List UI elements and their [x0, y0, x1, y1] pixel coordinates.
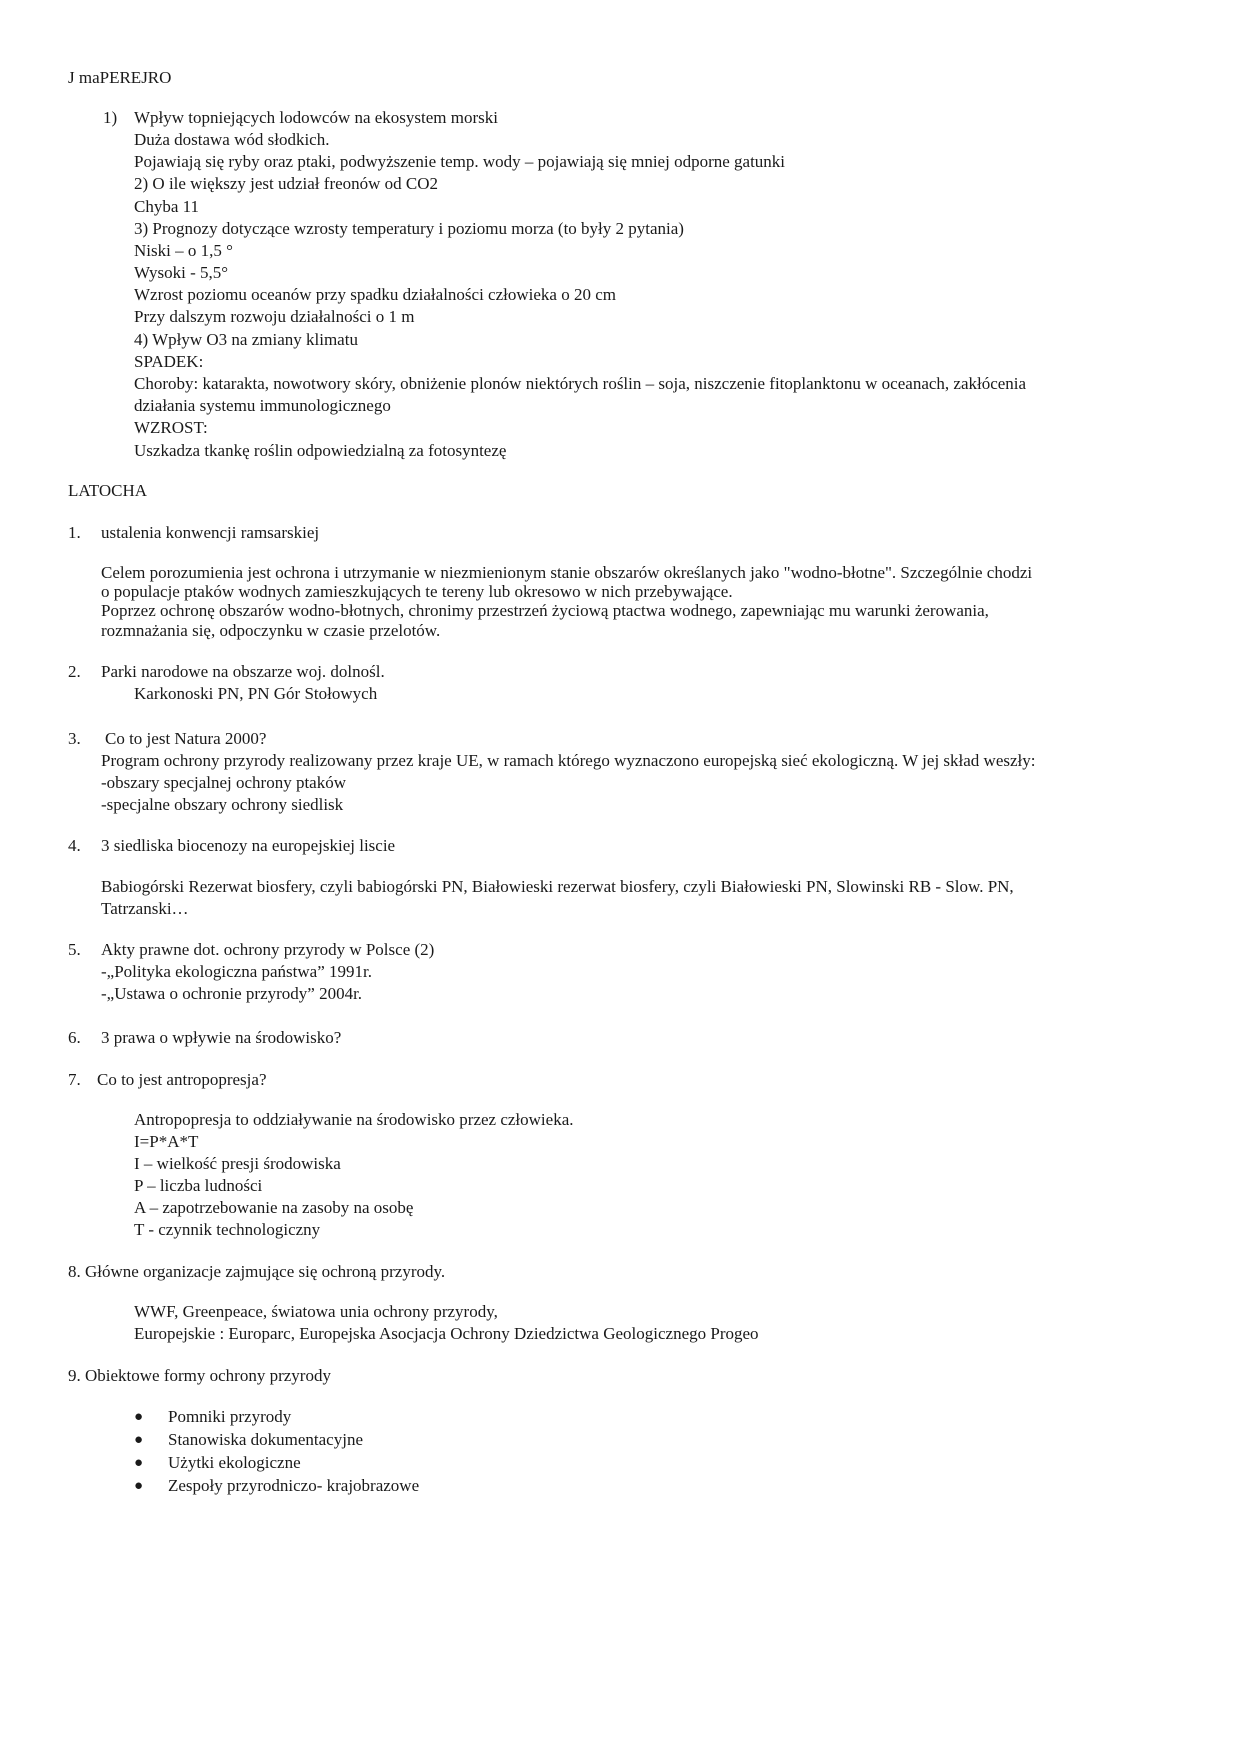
list-item: Zespoły przyrodniczo- krajobrazowe: [168, 1476, 420, 1495]
question-title: 9. Obiektowe formy ochrony przyrody: [68, 1366, 331, 1385]
answer-line: I=P*A*T: [134, 1132, 199, 1151]
text-line: Przy dalszym rozwoju działalności o 1 m: [134, 307, 415, 326]
question-title: 8. Główne organizacje zajmujące się ochroną przyrody.: [68, 1262, 446, 1281]
question-title: Co to jest antropopresja?: [97, 1070, 267, 1089]
answer-line: Babiogórski Rezerwat biosfery, czyli babiogórski PN, Białowieski rezerwat biosfery, czyli Białowieski PN, Slowinski RB - Slow. PN,: [101, 877, 1014, 896]
answer-line: Program ochrony przyrody realizowany przez kraje UE, w ramach którego wyznaczono europejską sieć ekologiczną. W jej skład weszły:: [101, 751, 1036, 770]
list-item: Pomniki przyrody: [168, 1407, 292, 1426]
text-line: Choroby: katarakta, nowotwory skóry, obniżenie plonów niektórych roślin – soja, niszczenie fitoplanktonu w oceanach, zakłócenia: [134, 374, 1027, 393]
answer-line: Karkonoski PN, PN Gór Stołowych: [134, 684, 378, 703]
answer-line: -obszary specjalnej ochrony ptaków: [101, 773, 346, 792]
text-line: WZROST:: [134, 418, 208, 437]
answer-line: T - czynnik technologiczny: [134, 1220, 321, 1239]
bullet-icon: ●: [134, 1432, 144, 1448]
answer-line: -specjalne obszary ochrony siedlisk: [101, 795, 344, 814]
question-number: 4.: [68, 836, 81, 855]
answer-line: -„Polityka ekologiczna państwa” 1991r.: [101, 962, 372, 981]
text-line: działania systemu immunologicznego: [134, 396, 391, 415]
text-line: Wzrost poziomu oceanów przy spadku działalności człowieka o 20 cm: [134, 285, 616, 304]
text-line: Duża dostawa wód słodkich.: [134, 130, 330, 149]
question-number: 3.: [68, 729, 81, 748]
section-heading-latocha: LATOCHA: [68, 481, 148, 500]
bullet-icon: ●: [134, 1478, 144, 1494]
answer-line: I – wielkość presji środowiska: [134, 1154, 341, 1173]
answer-line: Celem porozumienia jest ochrona i utrzymanie w niezmienionym stanie obszarów określanych jako "wodno-błotne". Szczególnie chodzi: [101, 563, 1033, 582]
answer-line: -„Ustawa o ochronie przyrody” 2004r.: [101, 984, 363, 1003]
answer-line: o populacje ptaków wodnych zamieszkujących te tereny lub okresowo w nich przebywające.: [101, 582, 733, 601]
question-title: 3 siedliska biocenozy na europejskiej liscie: [101, 836, 396, 855]
text-line: Uszkadza tkankę roślin odpowiedzialną za fotosyntezę: [134, 441, 507, 460]
text-line: SPADEK:: [134, 352, 204, 371]
answer-line: Poprzez ochronę obszarów wodno-błotnych, chronimy przestrzeń życiową ptactwa wodnego, zapewniając mu warunki żerowania,: [101, 601, 989, 620]
item-number: 1): [103, 108, 118, 127]
text-line: 4) Wpływ O3 na zmiany klimatu: [134, 330, 358, 349]
bullet-icon: ●: [134, 1455, 144, 1471]
text-line: Pojawiają się ryby oraz ptaki, podwyższenie temp. wody – pojawiają się mniej odporne gatunki: [134, 152, 786, 171]
question-number: 5.: [68, 940, 81, 959]
question-number: 2.: [68, 662, 81, 681]
answer-line: Tatrzanski…: [101, 899, 189, 918]
question-number: 1.: [68, 523, 81, 542]
question-title: 3 prawa o wpływie na środowisko?: [101, 1028, 342, 1047]
text-line: Wpływ topniejących lodowców na ekosystem morski: [134, 108, 499, 127]
text-line: 2) O ile większy jest udział freonów od CO2: [134, 174, 439, 193]
answer-line: rozmnażania się, odpoczynku w czasie przelotów.: [101, 621, 441, 640]
question-number: 6.: [68, 1028, 81, 1047]
text-line: Niski – o 1,5 °: [134, 241, 233, 260]
bullet-icon: ●: [134, 1409, 144, 1425]
question-title: ustalenia konwencji ramsarskiej: [101, 523, 320, 542]
answer-line: A – zapotrzebowanie na zasoby na osobę: [134, 1198, 414, 1217]
answer-line: Antropopresja to oddziaływanie na środowisko przez człowieka.: [134, 1110, 574, 1129]
list-item: Stanowiska dokumentacyjne: [168, 1430, 363, 1449]
answer-line: P – liczba ludności: [134, 1176, 263, 1195]
text-line: Chyba 11: [134, 197, 200, 216]
question-number: 7.: [68, 1070, 81, 1089]
question-title: Parki narodowe na obszarze woj. dolnośl.: [101, 662, 385, 681]
text-line: 3) Prognozy dotyczące wzrosty temperatury i poziomu morza (to były 2 pytania): [134, 219, 684, 238]
section-heading-perejro: J maPEREJRO: [68, 68, 172, 87]
list-item: Użytki ekologiczne: [168, 1453, 301, 1472]
question-title: Co to jest Natura 2000?: [105, 729, 267, 748]
question-title: Akty prawne dot. ochrony przyrody w Polsce (2): [101, 940, 435, 959]
text-line: Wysoki - 5,5°: [134, 263, 229, 282]
answer-line: Europejskie : Europarc, Europejska Asocjacja Ochrony Dziedzictwa Geologicznego Progeo: [134, 1324, 759, 1343]
answer-line: WWF, Greenpeace, światowa unia ochrony przyrody,: [134, 1302, 498, 1321]
